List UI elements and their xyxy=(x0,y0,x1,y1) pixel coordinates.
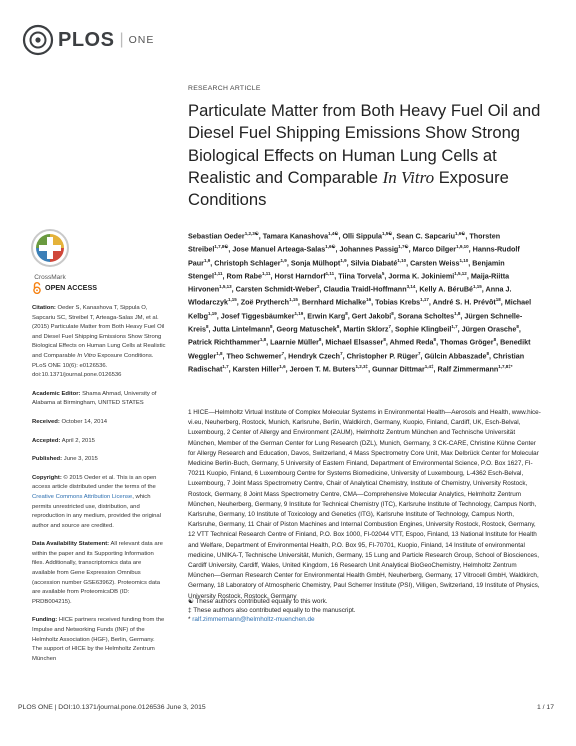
affiliation-number: 8 xyxy=(243,490,248,498)
title-italic: In Vitro xyxy=(382,167,435,187)
author-separator: , xyxy=(284,351,289,361)
author-affiliation-sup: 1,7 xyxy=(451,324,458,330)
published-block xyxy=(32,455,166,465)
author-affiliation-sup: 1,10 xyxy=(397,257,407,263)
author-name[interactable]: Tamara Kanashova xyxy=(262,231,329,241)
author-name[interactable]: Kelly A. BéruBé xyxy=(419,284,474,294)
author-name[interactable]: Theo Schwemer xyxy=(226,351,282,361)
author-name[interactable]: Karsten Hiller xyxy=(232,364,280,374)
also-text: These authors also contributed equally to the manuscript. xyxy=(193,606,356,614)
author-separator: , xyxy=(406,257,411,267)
author-affiliation-sup: 8 xyxy=(336,324,340,330)
author-separator: , xyxy=(393,311,398,321)
author-name[interactable]: Sonja Mülhopt xyxy=(290,257,341,267)
author-separator: , xyxy=(468,244,473,254)
author-affiliation-sup: 8 xyxy=(345,310,348,316)
author-separator: , xyxy=(385,337,390,347)
author-affiliation-sup: 1,2,3☯ xyxy=(244,231,259,236)
author-affiliation-sup: 8 xyxy=(383,337,386,343)
author-separator: , xyxy=(228,244,233,254)
author-affiliation-sup: 8 xyxy=(433,337,437,343)
author-name[interactable]: Christian Radischat xyxy=(188,351,525,374)
author-separator: , xyxy=(518,324,521,334)
copyright-text-end: , which permits unrestricted use, distribution, and reproduction in any medium, provided the original author and source are credited. xyxy=(32,493,162,529)
author-separator: , xyxy=(270,271,275,281)
affiliation-number: 19 xyxy=(476,582,484,590)
also-contribution-note xyxy=(188,607,544,616)
author-affiliation-sup: 7 xyxy=(281,350,285,356)
author-separator: , xyxy=(433,364,438,374)
author-name[interactable]: Carsten Weiss xyxy=(410,257,460,267)
author-separator: , xyxy=(297,297,302,307)
author-separator: , xyxy=(338,231,343,241)
author-affiliation-sup: 1,9 xyxy=(280,257,287,263)
affiliation-number: 3 xyxy=(432,439,437,447)
author-name[interactable]: Ralf Zimmermann xyxy=(437,364,499,374)
author-affiliation-sup: 16 xyxy=(366,297,372,303)
author-affiliation-sup: 1,7,8☯ xyxy=(214,244,229,250)
page-number: 1 / 17 xyxy=(536,704,554,711)
author-name[interactable]: Maija-Riitta Hirvonen xyxy=(188,271,510,294)
author-name[interactable]: Jorma K. Jokiniemi xyxy=(388,271,455,281)
author-affiliation-sup: 1,11 xyxy=(262,270,271,276)
crossmark-label: CrossMark xyxy=(34,274,66,281)
affiliation-text: Laboratory of Atmospheric Chemistry, Paul Scherrer Institute (PSI), Villigen, Switzerland, xyxy=(225,582,475,590)
author-separator: , xyxy=(285,364,290,374)
journal-name: ONE xyxy=(128,34,155,46)
affiliation-number: 15 xyxy=(365,551,373,559)
corresponding-email-link[interactable]: ralf.zimmermann@helmholtz-muenchen.de xyxy=(192,615,315,623)
author-affiliation-sup: 1,6 xyxy=(279,363,286,369)
author-name[interactable]: Benjamin Stengel xyxy=(188,257,505,281)
author-name[interactable]: Gert Jakobi xyxy=(351,311,392,321)
affiliation-number: 1 xyxy=(188,409,192,416)
affiliation-number: 10 xyxy=(247,511,255,519)
article-info-column xyxy=(32,282,166,673)
affiliation-text: CK-CARE, Christine Kühne Center for Allergy Research and Education, Davos, Switzerland, xyxy=(188,439,536,457)
author-name[interactable]: Benedikt Weggler xyxy=(188,337,531,361)
corresponding-author-note xyxy=(188,616,544,625)
author-affiliation-sup: 1,11 xyxy=(213,270,223,276)
author-affiliation-sup: 8 xyxy=(391,310,394,316)
copyright-block xyxy=(32,474,166,532)
journal-logo[interactable] xyxy=(22,24,154,56)
author-affiliation-sup: 1,5,12 xyxy=(454,270,467,276)
author-name[interactable]: Michael Kelbg xyxy=(188,297,532,321)
author-affiliation-sup: 1,6☯ xyxy=(455,231,466,236)
author-affiliation-sup: 1,4☯ xyxy=(328,231,339,236)
author-name[interactable]: Olli Sippula xyxy=(342,231,383,241)
footer-citation: PLOS ONE | DOI:10.1371/journal.pone.0126536 June 3, 2015 xyxy=(18,704,206,711)
accepted-label: Accepted: xyxy=(32,437,61,444)
author-name[interactable]: Michael Elsasser xyxy=(325,337,384,347)
author-separator: , xyxy=(334,271,339,281)
data-availability-text: All relevant data are within the paper and its Supporting Information files. Additionally, transcriptomics data are available from Gene Expression Omnibus (accession number GSE63962). Proteomics data are available from ProteomicsDB (ID: PRDB004215). xyxy=(32,541,163,605)
journal-brand: PLOS xyxy=(58,28,115,51)
author-separator: , xyxy=(428,297,433,307)
author-affiliation-sup: 1,7 xyxy=(222,363,229,369)
author-name[interactable]: Hendryk Czech xyxy=(288,351,341,361)
equal-contribution-note xyxy=(188,598,544,607)
author-separator: , xyxy=(303,311,308,321)
author-affiliation-sup: 8 xyxy=(493,337,497,343)
author-name[interactable]: Marco Dilger xyxy=(412,244,457,254)
affiliation-number: 17 xyxy=(454,572,462,580)
also-symbol: ‡ xyxy=(188,606,192,614)
received-label: Received: xyxy=(32,418,60,425)
affiliation-text: Joint Mass Spectrometry Centre, Chair of Analytical Chemistry, Institute of Chemistry, University Rostock, Rostock, Germany, xyxy=(188,480,528,498)
author-separator: , xyxy=(436,337,441,347)
author-affiliation-sup: 7 xyxy=(340,350,343,356)
author-affiliation-sup: 18 xyxy=(495,297,501,303)
author-separator: , xyxy=(236,297,241,307)
author-affiliation-sup: 2 xyxy=(317,284,320,290)
author-name[interactable]: Jürgen Orasche xyxy=(461,324,517,334)
author-separator: , xyxy=(481,284,486,294)
author-separator: , xyxy=(420,351,425,361)
author-name[interactable]: Claudia Traidl-Hoffmann xyxy=(323,284,407,294)
author-affiliation-sup: 1,10 xyxy=(459,257,469,263)
funding-label: Funding: xyxy=(32,617,58,624)
author-separator: , xyxy=(216,311,221,321)
author-separator: , xyxy=(208,324,213,334)
author-affiliation-sup: 5 xyxy=(381,270,385,276)
author-name[interactable]: Thomas Gröger xyxy=(440,337,494,347)
affiliation-text: VTT Technical Research Centre of Finland, P.O. Box 1000, FI-02044 VTT, Espoo, Finland, xyxy=(196,531,450,539)
affiliation-text: Joint Mass Spectrometry Centre, CMA—Comprehensive Molecular Analytics, Helmholtz Zentrum München, Neuherberg, Germany, xyxy=(188,490,522,508)
affiliation-list xyxy=(188,408,544,602)
author-name[interactable]: Georg Matuschek xyxy=(276,324,337,334)
author-name[interactable]: Jürgen Schnelle-Kreis xyxy=(188,311,523,334)
author-name[interactable]: Laarnie Müller xyxy=(270,337,319,347)
data-availability-label: Data Availability Statement: xyxy=(32,541,110,548)
author-separator: , xyxy=(465,231,470,241)
author-affiliation-sup: 1,19 xyxy=(294,310,304,316)
author-name[interactable]: Sean C. Sapcariu xyxy=(396,231,456,241)
equal-symbol: ☯ xyxy=(188,598,194,605)
author-name[interactable]: André S. H. Prévôt xyxy=(432,297,496,307)
author-separator: , xyxy=(408,244,413,254)
received-block xyxy=(32,418,166,428)
author-name[interactable]: Martin Sklorz xyxy=(343,324,389,334)
author-separator: , xyxy=(272,324,277,334)
author-separator: , xyxy=(371,297,376,307)
author-affiliation-sup: 1,8 xyxy=(216,350,223,356)
crossmark-icon xyxy=(30,228,70,268)
affiliation-text: Research Unit Analytical BioGeoChemistry, Helmholtz Zentrum München—German Research Center for Environmental Health GmbH, Neuherberg, Germany, xyxy=(188,562,517,580)
author-separator: , xyxy=(346,257,351,267)
author-affiliation-sup: 1,8 xyxy=(454,310,461,316)
affiliation-text: University of Eastern Finland, Department of Environmental Science, P.O. Box 1627, FI-70211 Kuopio, Finland, xyxy=(188,460,533,478)
author-separator: , xyxy=(222,351,227,361)
author-affiliation-sup: 1,5☯ xyxy=(382,231,393,236)
author-affiliation-sup: 1,15 xyxy=(227,297,237,303)
author-name[interactable]: Sebastian Oeder xyxy=(188,231,245,241)
author-name[interactable]: Sophie Klingbeil xyxy=(395,324,452,334)
author-name[interactable]: Ahmed Reda xyxy=(389,337,434,347)
affiliation-number: 12 xyxy=(188,531,196,539)
author-name[interactable]: Christoph Schlager xyxy=(214,257,281,267)
author-separator: , xyxy=(391,324,396,334)
journal-separator: | xyxy=(119,31,124,48)
open-lock-icon xyxy=(32,282,42,294)
copyright-label: Copyright: xyxy=(32,474,62,481)
affiliation-text: Institute of Physics, University Rostock, Rostock, Germany xyxy=(188,582,540,600)
author-separator: , xyxy=(266,337,271,347)
author-name[interactable]: Jutta Lintelmann xyxy=(212,324,271,334)
affiliation-text: Institute of Toxicology and Genetics (ITG), Karlsruhe Institute of Technology, Campus North, Karlsruhe, Germany, xyxy=(188,511,515,529)
article-title xyxy=(188,100,558,211)
author-separator: , xyxy=(415,284,420,294)
author-name[interactable]: Johannes Passig xyxy=(339,244,399,254)
affiliation-text: Institute of environmental medicine, UNIKA-T, Technische Universität, Munich, Germany, xyxy=(188,541,525,559)
published-date: June 3, 2015 xyxy=(63,456,98,463)
author-name[interactable]: Horst Harndorf xyxy=(274,271,326,281)
affiliation-number: 11 xyxy=(247,521,255,529)
author-affiliation-sup: 1,15 xyxy=(473,284,482,290)
author-affiliation-sup: 8 xyxy=(205,324,209,330)
author-affiliation-sup: 1,7☯ xyxy=(398,244,409,250)
equal-text: These authors contributed equally to this work. xyxy=(195,598,328,605)
author-name[interactable]: Gunnar Dittmar xyxy=(372,364,425,374)
author-name[interactable]: Bernhard Michalke xyxy=(301,297,367,307)
editor-block xyxy=(32,390,166,409)
author-affiliation-sup: 1,15 xyxy=(289,297,298,303)
article-type: RESEARCH ARTICLE xyxy=(188,85,261,92)
author-list xyxy=(188,229,540,375)
corresponding-symbol: * xyxy=(188,615,191,623)
copyright-text: © 2015 Oeder et al. This is an open access article distributed under the terms of the xyxy=(32,474,157,491)
author-name[interactable]: Christopher P. Rüger xyxy=(346,351,418,361)
affiliation-number: 4 xyxy=(348,449,353,457)
author-affiliation-sup: 8 xyxy=(516,324,519,330)
author-separator: , xyxy=(489,351,494,361)
author-affiliation-sup: 1,6☯ xyxy=(325,244,336,250)
author-separator: , xyxy=(500,297,505,307)
author-name[interactable]: Thorsten Streibel xyxy=(188,231,501,254)
affiliation-number: 7 xyxy=(226,480,231,488)
author-separator: , xyxy=(368,364,373,374)
author-name[interactable]: Anna J. Wlodarczyk xyxy=(188,284,512,307)
received-date: October 14, 2014 xyxy=(61,418,108,425)
author-separator: , xyxy=(228,364,233,374)
author-affiliation-sup: 1,17 xyxy=(420,297,429,303)
plos-logo-icon xyxy=(22,24,54,56)
affiliation-text: Center of Allergy and Environment (ZAUM), Helmholtz Zentrum München and Technische Universität München, Member of the German Center for Lung Research (DZL), Munich, Germany, xyxy=(188,429,516,447)
affiliation-number: 13 xyxy=(451,531,459,539)
author-affiliation-sup: 1,9 xyxy=(340,257,347,263)
author-affiliation-sup: 1,5,13 xyxy=(219,284,232,290)
editor-label: Academic Editor: xyxy=(32,390,81,397)
affiliation-number: 5 xyxy=(280,460,285,468)
affiliation-number: 18 xyxy=(217,582,225,590)
editor-text: Shama Ahmad, University of Alabama at Birmingham, UNITED STATES xyxy=(32,390,157,407)
author-affiliation-sup: 1,8 xyxy=(259,337,267,343)
author-affiliation-sup: 3,14 xyxy=(406,284,416,290)
author-separator: , xyxy=(258,231,263,241)
author-notes xyxy=(188,598,544,624)
affiliation-text: HICE—Helmholtz Virtual Institute of Complex Molecular Systems in Environmental Health—Aerosols and Health, www.hice-vi.eu, Neuherberg, Rostock, Munich, Karlsruhe, Berlin, Waldkirch, Germany, Kuopio, Finland, Cardiff, UK, Esch-Belval, Luxembourg, xyxy=(188,409,541,437)
open-access-badge xyxy=(32,282,166,294)
author-name[interactable]: Patrick Richthammer xyxy=(188,337,260,347)
title-main: Particulate Matter from Both Heavy Fuel Oil and Diesel Fuel Shipping Emissions Show Strong Biological Effects on Human Lung Cells at Realistic and Comparable xyxy=(188,101,541,187)
affiliation-text: Luxembourg Centre for Systems Biomedicine, University of Luxembourg, L-4362 Esch-Belval, Luxembourg, xyxy=(188,470,524,488)
author-name[interactable]: Josef Tiggesbäumker xyxy=(220,311,295,321)
author-separator: , xyxy=(466,271,471,281)
author-affiliation-sup: 8 xyxy=(270,324,273,330)
affiliation-number: 14 xyxy=(445,541,453,549)
affiliation-number: 16 xyxy=(330,562,338,570)
crossmark-badge[interactable] xyxy=(28,228,72,281)
author-name[interactable]: Zoë Prytherch xyxy=(240,297,290,307)
author-affiliation-sup: 8 xyxy=(486,350,490,356)
affiliation-number: 9 xyxy=(283,500,288,508)
author-name[interactable]: Tobias Krebs xyxy=(375,297,421,307)
funding-block xyxy=(32,616,166,664)
accepted-date: April 2, 2015 xyxy=(61,437,95,444)
published-label: Published: xyxy=(32,456,63,463)
author-name[interactable]: Jose Manuel Arteaga-Salas xyxy=(232,244,326,254)
author-name[interactable]: Silvia Diabaté xyxy=(350,257,398,267)
license-link[interactable]: Creative Commons Attribution License xyxy=(32,493,133,500)
author-affiliation-sup: 1,19 xyxy=(207,310,217,316)
author-separator: , xyxy=(468,257,473,267)
author-name[interactable]: Erwin Karg xyxy=(307,311,346,321)
page-footer xyxy=(18,704,554,711)
author-name[interactable]: Sorana Scholtes xyxy=(397,311,455,321)
author-separator: , xyxy=(342,351,347,361)
author-separator: , xyxy=(222,271,227,281)
author-separator: , xyxy=(384,271,389,281)
author-name[interactable]: Tiina Torvela xyxy=(338,271,382,281)
author-name[interactable]: Rom Rabe xyxy=(226,271,263,281)
author-affiliation-sup: 7 xyxy=(388,324,392,330)
author-affiliation-sup: 1,9 xyxy=(203,257,211,263)
data-availability-block xyxy=(32,540,166,607)
affiliation-text: National Institute for Health and Welfare, Department of Environmental Health, P.O. Box 95, FI-70701, Kuopio, Finland, xyxy=(188,531,537,549)
author-name[interactable]: Jeroen T. M. Buters xyxy=(289,364,356,374)
title-tail: Exposure Conditions xyxy=(188,167,509,210)
affiliation-number: 6 xyxy=(254,470,259,478)
author-affiliation-sup: 7 xyxy=(417,350,421,356)
author-separator: , xyxy=(460,311,465,321)
citation-text: Oeder S, Kanashova T, Sippula O, Sapcariu SC, Streibel T, Arteaga-Salas JM, et al. (2015) Particulate Matter from Both Heavy Fuel Oil and Diesel Fuel Shipping Emissions Show Strong Biological Effects on Human Lung Cells at Realistic and Comparable xyxy=(32,305,166,359)
author-affiliation-sup: 1,4‡ xyxy=(424,363,434,369)
author-affiliation-sup: 8 xyxy=(318,337,322,343)
citation-tail: Exposure Conditions. PLoS ONE 10(6): e0126536. doi:10.1371/journal.pone.0126536 xyxy=(32,352,154,379)
author-affiliation-sup: 1,9,10 xyxy=(456,244,469,250)
author-separator: , xyxy=(392,231,397,241)
affiliation-text: Lung and Particle Research Group, School of Biosciences, Cardiff University, Cardiff, Wales, United Kingdom, xyxy=(188,551,539,570)
author-separator: , xyxy=(496,337,501,347)
citation-block xyxy=(32,304,166,381)
affiliation-text: Institute for Technical Chemistry (ITC), Karlsruhe Institute of Technology, Campus North, Karlsruhe, Germany, xyxy=(188,500,537,519)
author-separator: , xyxy=(457,324,462,334)
author-affiliation-sup: 1,2,3‡ xyxy=(355,363,369,369)
author-separator: , xyxy=(231,284,236,294)
accepted-block xyxy=(32,437,166,447)
funding-text: HICE partners received funding from the Impulse and Networking Funds (INF) of the Helmholtz Association (HGF), Berlin, Germany. The support of HICE by the Helmholtz Zentrum München xyxy=(32,617,165,662)
affiliation-text: Vitrocell GmbH, Waldkirch, Germany, xyxy=(188,572,539,590)
author-affiliation-sup: 1,11 xyxy=(325,270,335,276)
author-name[interactable]: Carsten Schmidt-Weber xyxy=(235,284,318,294)
affiliation-text: Mass Spectrometry Core Unit, Max Delbrück Center for Molecular Medicine Berlin-Buch, Germany, xyxy=(188,449,539,468)
author-name[interactable]: Hanns-Rudolf Paur xyxy=(188,244,520,267)
author-separator: , xyxy=(321,337,326,347)
open-access-label: OPEN ACCESS xyxy=(45,283,98,293)
author-name[interactable]: Gülcin Abbaszade xyxy=(424,351,487,361)
citation-label: Citation: xyxy=(32,305,56,311)
author-separator: , xyxy=(286,257,291,267)
author-separator: , xyxy=(210,257,215,267)
author-affiliation-sup: 1,7,8‡* xyxy=(498,363,513,369)
author-separator: , xyxy=(339,324,344,334)
affiliation-number: 2 xyxy=(226,429,231,437)
affiliation-text: Chair of Piston Machines and Internal Combustion Engines, University Rostock, Rostock, Germany, xyxy=(256,521,536,529)
author-separator: , xyxy=(347,311,352,321)
author-separator: , xyxy=(335,244,340,254)
citation-italic: In Vitro xyxy=(77,352,96,359)
author-separator: , xyxy=(319,284,324,294)
